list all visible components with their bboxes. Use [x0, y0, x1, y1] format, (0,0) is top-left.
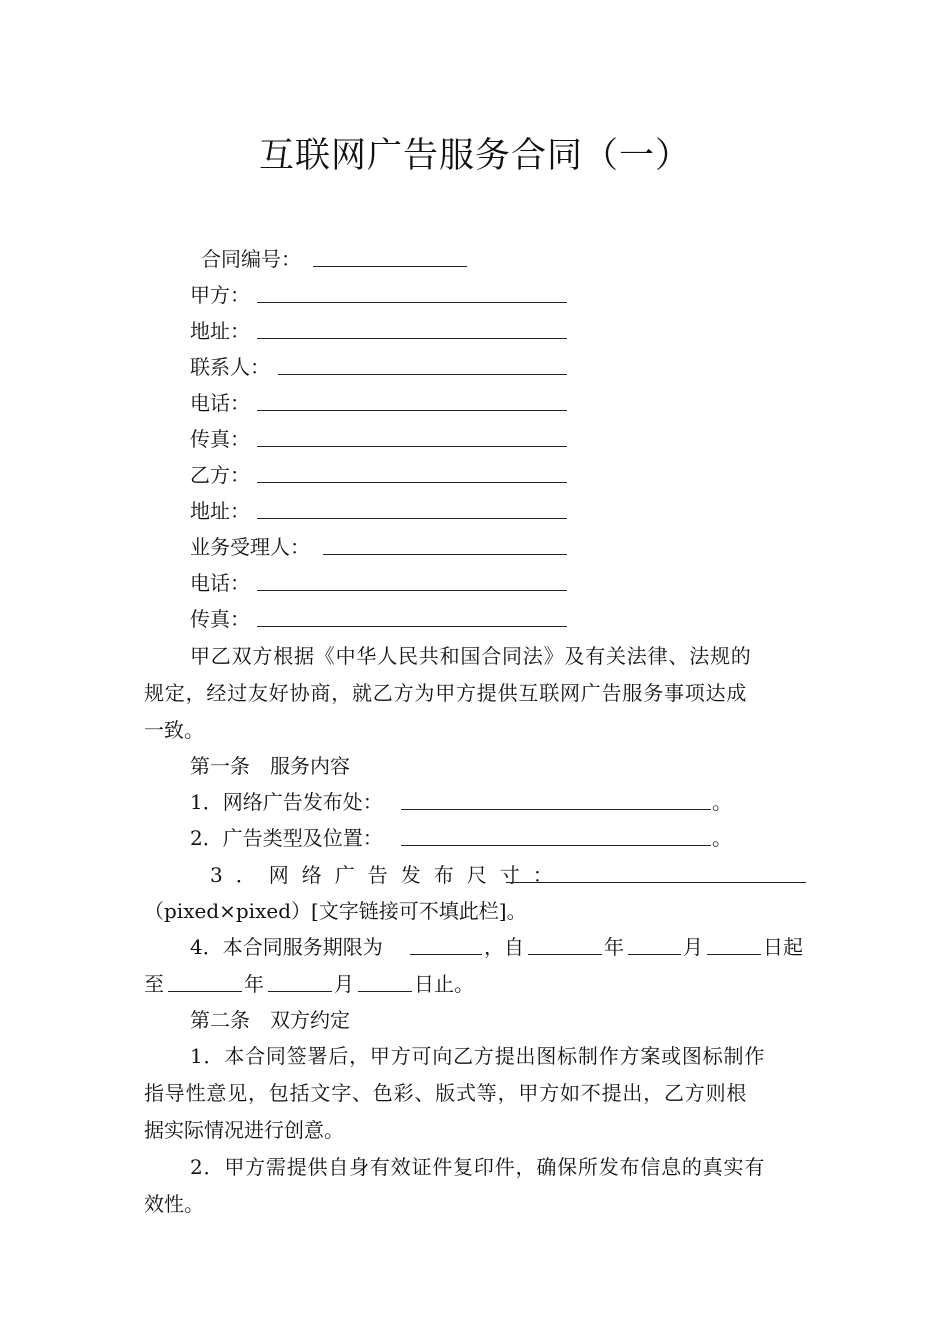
- item-2-period: 。: [712, 826, 732, 850]
- phone-b-field[interactable]: [257, 590, 567, 591]
- article-2-p1-line-2: 指导性意见，包括文字、色彩、版式等，甲方如不提出，乙方则根: [144, 1081, 748, 1105]
- intro-line-1: 甲乙双方根据《中华人民共和国合同法》及有关法律、法规的: [190, 644, 752, 668]
- article-1-heading: 第一条 服务内容: [190, 754, 350, 778]
- end-month-label: 月: [334, 972, 354, 996]
- ad-publish-location-field[interactable]: [401, 809, 711, 810]
- end-month-field[interactable]: [268, 991, 332, 992]
- end-year-field[interactable]: [168, 991, 242, 992]
- item-1-period: 。: [712, 790, 732, 814]
- article-2-p1-line-3: 据实际情况进行创意。: [144, 1118, 344, 1142]
- party-b-field[interactable]: [257, 482, 567, 483]
- contact-label: 联系人：: [190, 355, 270, 379]
- end-to-label: 至: [144, 972, 164, 996]
- start-year-label: 年: [604, 935, 624, 959]
- end-day-label: 日止。: [414, 972, 474, 996]
- start-month-label: 月: [683, 935, 703, 959]
- article-1-item-1: 1．网络广告发布处：: [190, 790, 383, 814]
- end-day-field[interactable]: [358, 991, 412, 992]
- fax-a-label: 传真：: [190, 427, 250, 451]
- article-2-heading: 第二条 双方约定: [190, 1008, 350, 1032]
- address-b-field[interactable]: [257, 518, 567, 519]
- fax-b-label: 传真：: [190, 607, 250, 631]
- phone-a-field[interactable]: [257, 410, 567, 411]
- party-a-label: 甲方：: [190, 283, 250, 307]
- address-a-label: 地址：: [190, 319, 250, 343]
- contract-number-label: 合同编号：: [201, 247, 301, 271]
- article-1-item-4-a: 4．本合同服务期限为: [190, 935, 383, 959]
- start-year-field[interactable]: [528, 954, 602, 955]
- document-title: 互联网广告服务合同（一）: [258, 136, 691, 176]
- fax-b-field[interactable]: [257, 626, 567, 627]
- article-1-item-2: 2．广告类型及位置：: [190, 826, 383, 850]
- intro-line-2: 规定，经过友好协商，就乙方为甲方提供互联网广告服务事项达成: [144, 681, 748, 705]
- ad-size-field[interactable]: [506, 882, 806, 883]
- address-b-label: 地址：: [190, 499, 250, 523]
- party-a-field[interactable]: [257, 302, 567, 303]
- contact-field[interactable]: [278, 374, 567, 375]
- phone-a-label: 电话：: [190, 391, 250, 415]
- article-2-p2-line-1: 2．甲方需提供自身有效证件复印件，确保所发布信息的真实有: [190, 1155, 766, 1179]
- start-month-field[interactable]: [628, 954, 681, 955]
- ad-type-position-field[interactable]: [401, 845, 711, 846]
- article-1-item-3: 3．网络广告发布尺寸：: [210, 863, 566, 887]
- article-2-p1-line-1: 1．本合同签署后，甲方可向乙方提出图标制作方案或图标制作: [190, 1044, 766, 1068]
- start-day-field[interactable]: [707, 954, 761, 955]
- address-a-field[interactable]: [257, 338, 567, 339]
- article-1-item-4-b: ，自: [484, 935, 524, 959]
- contract-number-field[interactable]: [313, 266, 467, 267]
- start-day-label: 日起: [763, 935, 803, 959]
- end-year-label: 年: [244, 972, 264, 996]
- party-b-label: 乙方：: [190, 463, 250, 487]
- article-2-p2-line-2: 效性。: [144, 1192, 204, 1216]
- service-term-field[interactable]: [410, 954, 482, 955]
- phone-b-label: 电话：: [190, 571, 250, 595]
- article-1-item-3-cont: （pixed×pixed）[文字链接可不填此栏]。: [144, 899, 527, 923]
- agent-field[interactable]: [323, 554, 567, 555]
- fax-a-field[interactable]: [257, 446, 567, 447]
- intro-line-3: 一致。: [144, 718, 204, 742]
- agent-label: 业务受理人：: [190, 535, 310, 559]
